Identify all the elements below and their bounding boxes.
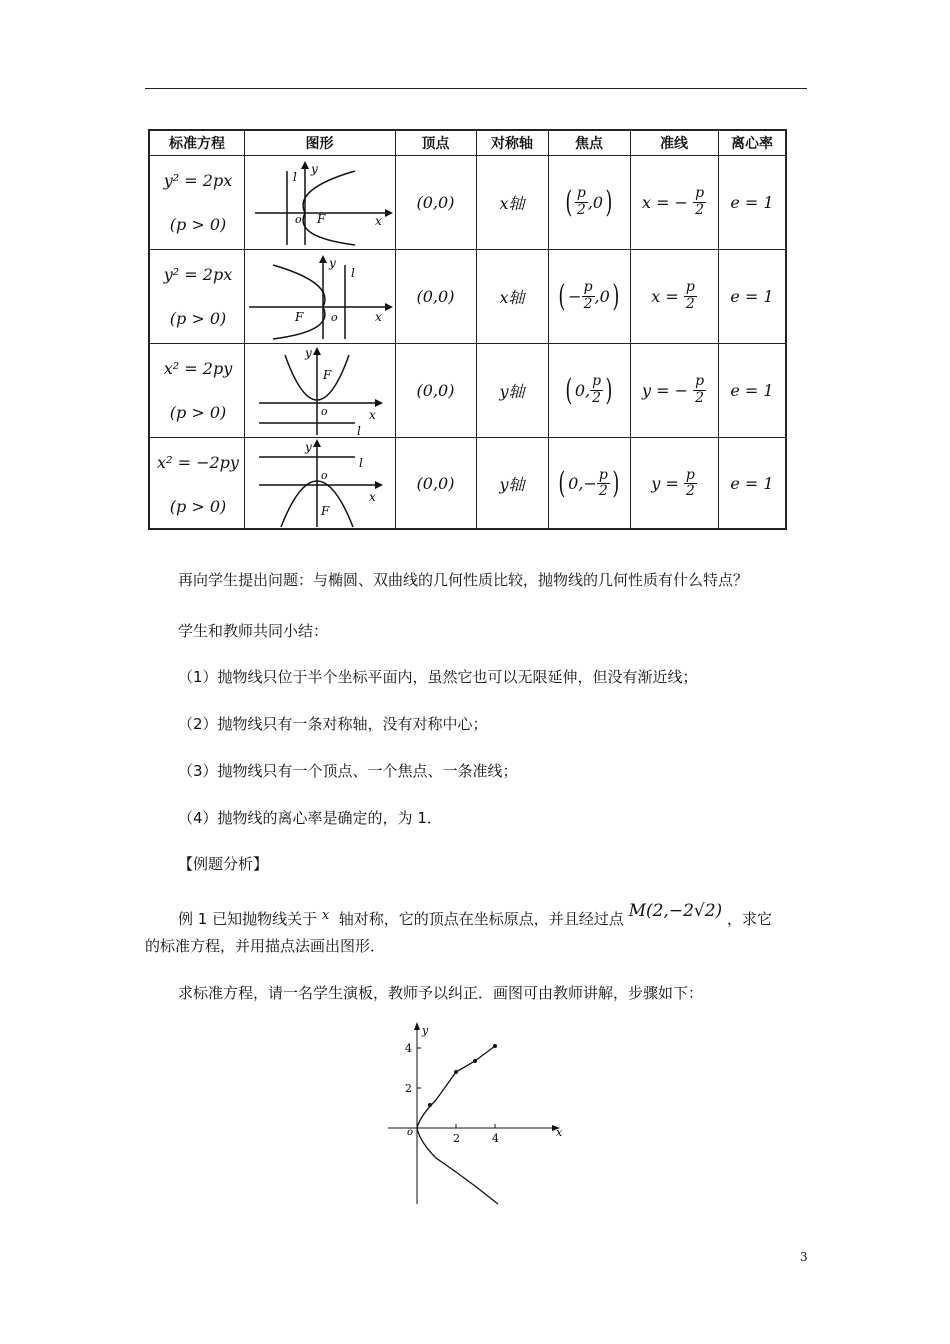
row3-equation: x² = 2py bbox=[163, 359, 233, 378]
row4-graph bbox=[245, 439, 395, 529]
figure-y-tick-2: 2 bbox=[405, 1082, 412, 1095]
page-number: 3 bbox=[800, 1250, 808, 1264]
figure-y-tick-4: 4 bbox=[405, 1042, 412, 1055]
row2-x-label: x bbox=[375, 310, 382, 324]
header-graph: 图形 bbox=[305, 136, 334, 152]
row2-eccentricity: e = 1 bbox=[730, 286, 774, 306]
summary-item-1: （1）抛物线只位于半个坐标平面内，虽然它也可以无限延伸，但没有渐近线； bbox=[178, 668, 698, 686]
figure-y-label: y bbox=[422, 1024, 429, 1037]
row2-equation: y² = 2px bbox=[163, 265, 233, 284]
header-eccentricity: 离心率 bbox=[731, 136, 773, 152]
row1-equation: y² = 2px bbox=[163, 171, 233, 190]
summary-item-4: （4）抛物线的离心率是确定的，为 1． bbox=[178, 809, 442, 827]
summary-item-2: （2）抛物线只有一条对称轴，没有对称中心； bbox=[178, 715, 488, 733]
example-line-1: 例 1 已知抛物线关于 x 轴对称，它的顶点在坐标原点，并且经过点 M(2,−2√2) ，求它 bbox=[178, 901, 772, 928]
row1-vertex: (0,0) bbox=[416, 192, 455, 212]
row2-focus: ( − $\frac{p}{2}$ ,0 ) bbox=[558, 278, 620, 314]
row1-x-label: x bbox=[375, 214, 382, 228]
header-equation: 标准方程 bbox=[169, 136, 225, 152]
example-line-2: 的标准方程，并用描点法画出图形． bbox=[145, 937, 386, 955]
point-m: M(2,−2√2) bbox=[628, 901, 723, 921]
figure-x-tick-2: 2 bbox=[453, 1132, 460, 1145]
row3-condition: (p > 0) bbox=[169, 403, 227, 422]
row4-F-label: F bbox=[321, 504, 330, 518]
row2-F-label: F bbox=[295, 310, 304, 324]
row3-focus: ( 0, $\frac{p}{2}$ ) bbox=[565, 372, 613, 408]
row1-condition: (p > 0) bbox=[169, 215, 227, 234]
row3-l-label: l bbox=[357, 424, 361, 437]
row1-eccentricity: e = 1 bbox=[730, 192, 774, 212]
row3-F-label: F bbox=[323, 368, 332, 382]
row4-eccentricity: e = 1 bbox=[730, 474, 774, 493]
row3-directrix: y = − $\frac{p}{2}$ bbox=[641, 373, 705, 406]
row2-vertex: (0,0) bbox=[416, 286, 455, 306]
row2-directrix: x = $\frac{p}{2}$ bbox=[651, 279, 695, 312]
row4-y-label: y bbox=[305, 440, 312, 454]
parabola-properties-table bbox=[148, 129, 787, 530]
summary-intro: 学生和教师共同小结： bbox=[178, 622, 329, 640]
row3-eccentricity: e = 1 bbox=[730, 380, 774, 400]
row3-x-label: x bbox=[369, 408, 376, 422]
row1-axis: x轴 bbox=[499, 193, 525, 213]
header-focus: 焦点 bbox=[575, 136, 603, 152]
row2-l-label: l bbox=[351, 266, 355, 280]
row3-o-label: o bbox=[321, 405, 328, 418]
section-heading: 【例题分析】 bbox=[178, 855, 269, 873]
figure-origin-label: o bbox=[407, 1127, 414, 1138]
row2-y-label: y bbox=[329, 256, 336, 270]
row1-graph bbox=[245, 157, 395, 249]
row3-vertex: (0,0) bbox=[416, 380, 455, 400]
row4-l-label: l bbox=[359, 456, 363, 470]
row4-focus: ( 0,− $\frac{p}{2}$ ) bbox=[558, 466, 620, 501]
row4-equation: x² = −2py bbox=[157, 453, 239, 472]
example-instruction: 求标准方程，请一名学生演板，教师予以纠正．画图可由教师讲解，步骤如下： bbox=[178, 984, 704, 1002]
summary-item-3: （3）抛物线只有一个顶点、一个焦点、一条准线； bbox=[178, 762, 518, 780]
row1-F-label: F bbox=[317, 212, 326, 226]
row3-axis: y轴 bbox=[499, 381, 525, 401]
example-parabola-figure bbox=[380, 1018, 570, 1208]
header-rule bbox=[145, 88, 807, 89]
row4-vertex: (0,0) bbox=[416, 474, 455, 493]
row4-condition: (p > 0) bbox=[169, 497, 227, 516]
row3-graph bbox=[245, 345, 395, 437]
row1-y-label: y bbox=[311, 162, 318, 176]
row2-condition: (p > 0) bbox=[169, 309, 227, 328]
header-directrix: 准线 bbox=[660, 136, 688, 152]
row4-axis: y轴 bbox=[499, 475, 525, 494]
row2-graph bbox=[245, 251, 395, 343]
row2-axis: x轴 bbox=[499, 287, 525, 307]
row4-directrix: y = $\frac{p}{2}$ bbox=[651, 466, 695, 499]
row1-directrix: x = − $\frac{p}{2}$ bbox=[641, 185, 705, 218]
row2-o-label: o bbox=[331, 311, 338, 324]
row1-focus: ( $\frac{p}{2}$ ,0 ) bbox=[565, 184, 613, 220]
x-variable: x bbox=[321, 908, 330, 923]
header-axis: 对称轴 bbox=[491, 136, 533, 152]
row4-x-label: x bbox=[369, 490, 376, 504]
figure-x-label: x bbox=[556, 1126, 563, 1139]
row1-o-label: o bbox=[295, 213, 302, 226]
question-paragraph: 再向学生提出问题：与椭圆、双曲线的几何性质比较，抛物线的几何性质有什么特点？ bbox=[178, 571, 749, 589]
row1-l-label: l bbox=[293, 170, 297, 184]
header-vertex: 顶点 bbox=[421, 136, 450, 152]
figure-x-tick-4: 4 bbox=[492, 1132, 499, 1145]
row3-y-label: y bbox=[305, 346, 312, 360]
row4-o-label: o bbox=[321, 469, 328, 482]
